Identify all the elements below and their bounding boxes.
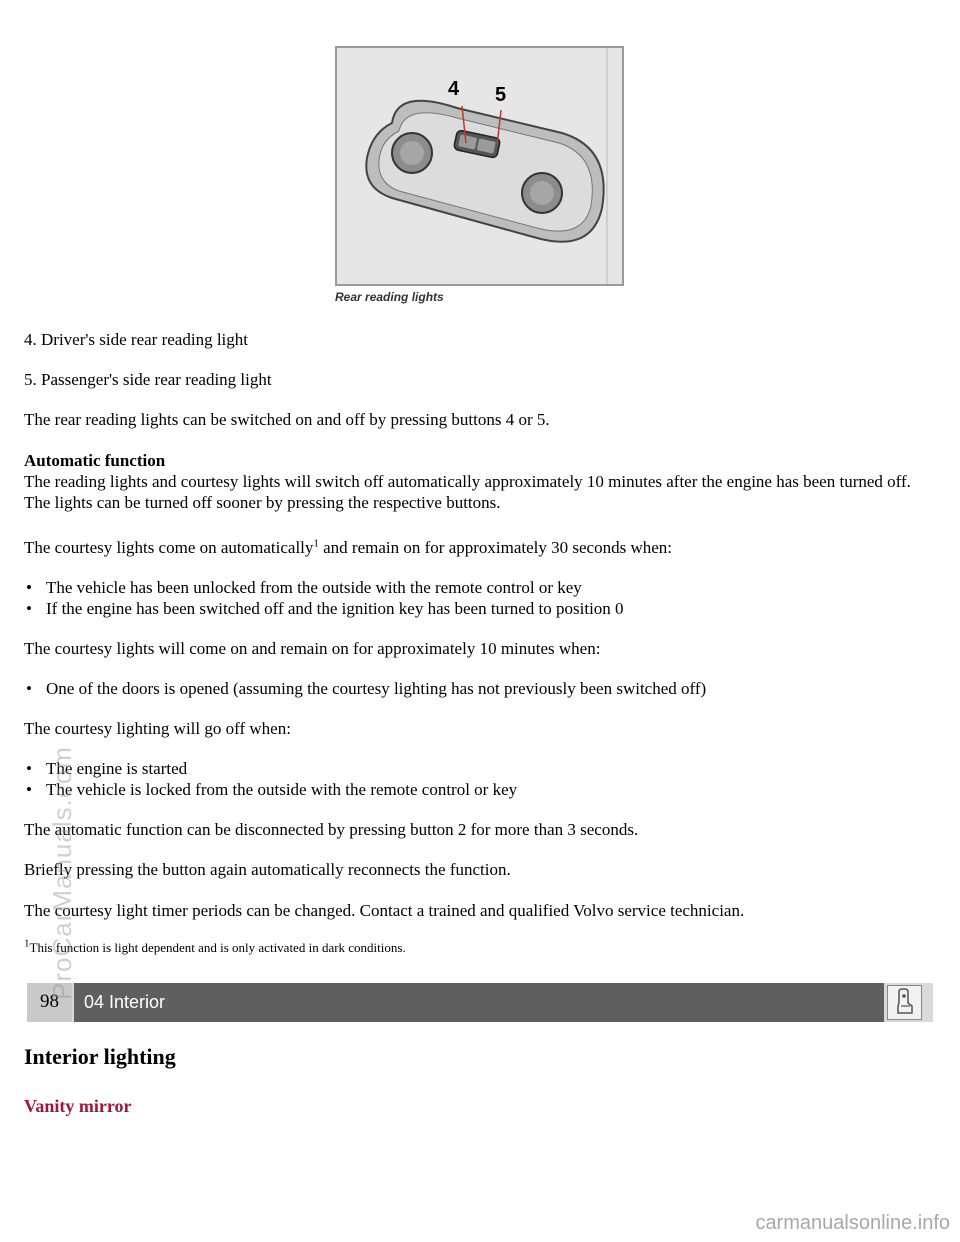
list-item: • The engine is started — [24, 758, 517, 779]
site-footer: carmanualsonline.info — [755, 1212, 950, 1234]
timer-paragraph: The courtesy light timer periods can be changed. Contact a trained and qualified Volvo service technician. — [24, 901, 745, 920]
reconnect-paragraph: Briefly pressing the button again automatically reconnects the function. — [24, 860, 511, 879]
courtesy-intro-after: and remain on for approximately 30 seconds when: — [318, 538, 673, 557]
watermark: ProCarManuals.com — [47, 746, 77, 1000]
off-paragraph: The courtesy lighting will go off when: — [24, 719, 291, 738]
rear-reading-lights-figure — [335, 46, 624, 286]
list-item: • The vehicle is locked from the outside with the remote control or key — [24, 779, 517, 800]
switch-paragraph: The rear reading lights can be switched on and off by pressing buttons 4 or 5. — [24, 410, 550, 429]
callout-4: 4 — [448, 78, 460, 100]
automatic-function-heading: Automatic function — [24, 451, 166, 470]
vanity-mirror-heading: Vanity mirror — [24, 1096, 132, 1116]
item-5-text: 5. Passenger's side rear reading light — [24, 370, 272, 389]
bullet-list-30s — [24, 577, 624, 619]
list-item: • The vehicle has been unlocked from the outside with the remote control or key — [24, 577, 624, 598]
courtesy-intro-paragraph — [24, 537, 672, 558]
list-item: • One of the doors is opened (assuming the courtesy lighting has not previously been switched off) — [24, 678, 706, 699]
callout-5: 5 — [495, 84, 507, 106]
footnote-number: 1 — [24, 937, 30, 950]
footnote — [24, 937, 406, 956]
seat-icon — [887, 985, 922, 1020]
courtesy-intro-before: The courtesy lights come on automatically — [24, 538, 314, 557]
footnote-ref: 1 — [313, 537, 319, 550]
bullet-list-10min — [24, 678, 706, 699]
item-4-text: 4. Driver's side rear reading light — [24, 330, 248, 349]
interior-lighting-heading: Interior lighting — [24, 1044, 176, 1069]
section-bar — [27, 983, 933, 1022]
ten-minutes-paragraph: The courtesy lights will come on and remain on for approximately 10 minutes when: — [24, 639, 601, 658]
figure-caption: Rear reading lights — [335, 290, 444, 304]
list-item: • If the engine has been switched off and the ignition key has been turned to position 0 — [24, 598, 624, 619]
chapter-title: 04 Interior — [74, 983, 884, 1022]
disconnect-paragraph: The automatic function can be disconnected by pressing button 2 for more than 3 seconds. — [24, 820, 639, 839]
automatic-function-text: The reading lights and courtesy lights will switch off automatically approximately 10 minutes after the engine has been turned off. The lights can be turned off sooner by pressing the respective buttons. — [24, 472, 911, 512]
footnote-text: This function is light dependent and is only activated in dark conditions. — [29, 940, 406, 955]
reading-lights-illustration — [337, 48, 622, 284]
bullet-list-off — [24, 758, 517, 800]
page-number: 98 — [27, 983, 72, 1022]
